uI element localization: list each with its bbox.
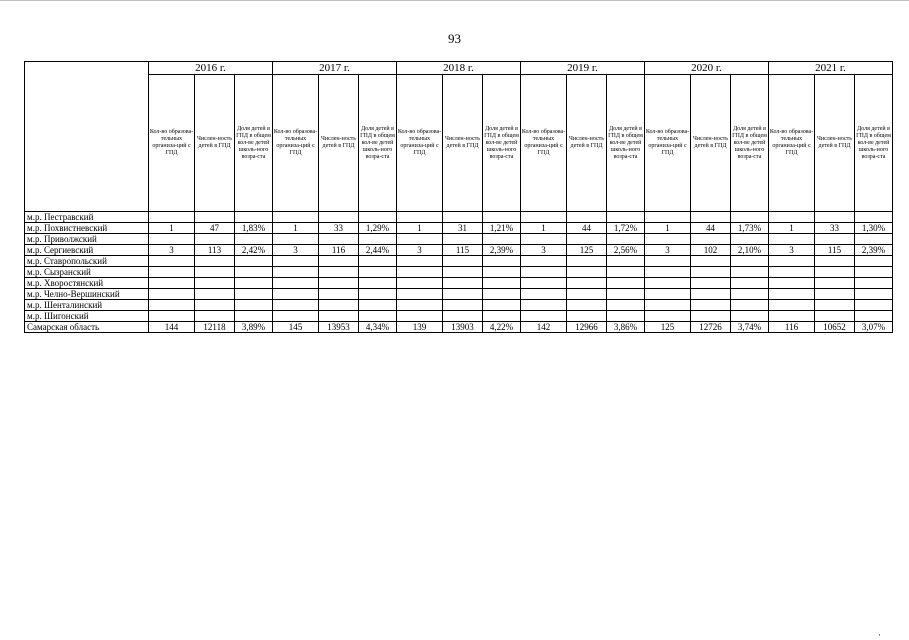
column-header-children-count: Числен-ность детей в ГПД (691, 75, 731, 212)
table-cell (769, 289, 815, 300)
table-cell (691, 234, 731, 245)
table-cell (273, 278, 319, 289)
table-cell (443, 311, 483, 322)
table-cell (815, 278, 855, 289)
table-cell (483, 300, 521, 311)
row-label: м.р. Похвистневский (25, 223, 149, 234)
table-cell (273, 289, 319, 300)
table-cell (815, 256, 855, 267)
table-cell (567, 256, 607, 267)
table-row (25, 212, 893, 223)
table-cell (567, 278, 607, 289)
column-header-org-count: Кол-во образова-тельных организа-ций с ГПД (769, 75, 815, 212)
table-cell: 3 (521, 245, 567, 256)
table-cell: 1 (149, 223, 195, 234)
table-cell (815, 289, 855, 300)
table-cell: 2,56% (607, 245, 645, 256)
table-cell (855, 267, 893, 278)
table-cell (195, 267, 235, 278)
table-cell (319, 289, 359, 300)
table-cell: 1 (769, 223, 815, 234)
table-cell: 1 (521, 223, 567, 234)
table-cell (235, 289, 273, 300)
table-cell (195, 256, 235, 267)
table-cell: 1 (397, 223, 443, 234)
table-cell (319, 267, 359, 278)
table-cell (645, 212, 691, 223)
table-cell (319, 234, 359, 245)
table-cell (483, 278, 521, 289)
table-cell (815, 212, 855, 223)
table-cell (235, 256, 273, 267)
table-cell (397, 234, 443, 245)
table-cell (235, 311, 273, 322)
table-cell: 3 (397, 245, 443, 256)
table-cell (645, 278, 691, 289)
table-cell: 115 (443, 245, 483, 256)
table-cell (359, 256, 397, 267)
row-label: м.р. Шигонский (25, 311, 149, 322)
table-cell (149, 234, 195, 245)
column-header-share: Доля детей в ГПД в общем кол-ве детей школь-ного возра-ста (235, 75, 273, 212)
table-cell (769, 300, 815, 311)
table-cell (645, 311, 691, 322)
table-cell (607, 300, 645, 311)
column-header-share: Доля детей в ГПД в общем кол-ве детей школь-ного возра-ста (483, 75, 521, 212)
column-header-share: Доля детей в ГПД в общем кол-ве детей школь-ного возра-ста (731, 75, 769, 212)
table-cell (607, 256, 645, 267)
table-cell (319, 278, 359, 289)
table-cell: 1,83% (235, 223, 273, 234)
table-cell: 102 (691, 245, 731, 256)
table-cell (691, 300, 731, 311)
table-cell (769, 212, 815, 223)
table-cell (149, 289, 195, 300)
table-cell (691, 256, 731, 267)
table-cell (319, 311, 359, 322)
table-cell (397, 212, 443, 223)
table-cell (359, 300, 397, 311)
table-row (25, 300, 893, 311)
table-cell (607, 278, 645, 289)
table-cell (521, 267, 567, 278)
table-cell (521, 289, 567, 300)
table-cell (319, 256, 359, 267)
table-cell: 47 (195, 223, 235, 234)
table-cell (483, 289, 521, 300)
year-header: 2016 г. (149, 62, 273, 75)
year-header-row (25, 62, 893, 75)
table-cell (815, 234, 855, 245)
row-label: Самарская область (25, 322, 149, 333)
table-cell (645, 256, 691, 267)
row-label: м.р. Челно-Вершинский (25, 289, 149, 300)
table-cell (195, 234, 235, 245)
table-cell (769, 256, 815, 267)
table-cell (645, 300, 691, 311)
table-cell: 1,30% (855, 223, 893, 234)
table-cell: 12118 (195, 322, 235, 333)
table-cell: 13953 (319, 322, 359, 333)
year-header: 2020 г. (645, 62, 769, 75)
table-cell (397, 267, 443, 278)
table-cell (815, 267, 855, 278)
table-cell (235, 300, 273, 311)
table-cell (149, 256, 195, 267)
table-cell: 3 (273, 245, 319, 256)
table-cell (855, 278, 893, 289)
table-cell: 2,10% (731, 245, 769, 256)
table-cell: 1,73% (731, 223, 769, 234)
table-cell: 142 (521, 322, 567, 333)
column-header-children-count: Числен-ность детей в ГПД (815, 75, 855, 212)
table-cell (443, 278, 483, 289)
scan-mark: · (878, 630, 881, 640)
table-cell: 10652 (815, 322, 855, 333)
table-cell: 2,42% (235, 245, 273, 256)
table-cell (567, 212, 607, 223)
table-cell (607, 311, 645, 322)
table-cell: 44 (691, 223, 731, 234)
table-cell (273, 234, 319, 245)
column-header-share: Доля детей в ГПД в общем кол-ве детей школь-ного возра-ста (607, 75, 645, 212)
table-cell (567, 300, 607, 311)
table-cell: 116 (769, 322, 815, 333)
table-cell: 33 (815, 223, 855, 234)
table-cell (567, 311, 607, 322)
table-cell (359, 212, 397, 223)
table-cell: 144 (149, 322, 195, 333)
table-cell (319, 300, 359, 311)
table-cell (359, 234, 397, 245)
page-number: 93 (448, 31, 461, 46)
table-cell (273, 212, 319, 223)
table-cell: 31 (443, 223, 483, 234)
table-cell (235, 212, 273, 223)
table-cell: 2,39% (855, 245, 893, 256)
table-cell (195, 212, 235, 223)
column-header-org-count: Кол-во образова-тельных организа-ций с ГПД (521, 75, 567, 212)
row-label: м.р. Шенталинский (25, 300, 149, 311)
table-cell (521, 311, 567, 322)
table-cell (273, 311, 319, 322)
table-cell (855, 289, 893, 300)
row-label: м.р. Сергиевский (25, 245, 149, 256)
table-cell: 1,29% (359, 223, 397, 234)
table-cell (691, 311, 731, 322)
table-cell (149, 267, 195, 278)
column-header-children-count: Числен-ность детей в ГПД (443, 75, 483, 212)
table-cell: 113 (195, 245, 235, 256)
table-cell: 2,39% (483, 245, 521, 256)
table-cell (483, 212, 521, 223)
table-cell (443, 267, 483, 278)
table-cell: 1,21% (483, 223, 521, 234)
table-cell (195, 300, 235, 311)
table-cell (273, 256, 319, 267)
table-cell (731, 289, 769, 300)
column-header-share: Доля детей в ГПД в общем кол-ве детей школь-ного возра-ста (855, 75, 893, 212)
table-cell (443, 289, 483, 300)
table-cell (397, 278, 443, 289)
table-cell: 1,72% (607, 223, 645, 234)
table-cell (483, 256, 521, 267)
table-cell (645, 234, 691, 245)
table-cell (149, 212, 195, 223)
table-cell: 33 (319, 223, 359, 234)
table-cell: 115 (815, 245, 855, 256)
table-cell (769, 267, 815, 278)
table-cell (567, 267, 607, 278)
table-cell (235, 278, 273, 289)
table-cell (731, 311, 769, 322)
column-header-org-count: Кол-во образова-тельных организа-ций с ГПД (397, 75, 443, 212)
table-cell: 12966 (567, 322, 607, 333)
table-cell (521, 300, 567, 311)
row-label: м.р. Сызранский (25, 267, 149, 278)
table-cell (769, 234, 815, 245)
table-row (25, 234, 893, 245)
table-cell (235, 234, 273, 245)
row-label: м.р. Пестравский (25, 212, 149, 223)
table-cell (731, 234, 769, 245)
table-row (25, 278, 893, 289)
table-cell (443, 212, 483, 223)
column-header-children-count: Числен-ность детей в ГПД (319, 75, 359, 212)
row-label: м.р. Приволжский (25, 234, 149, 245)
table-cell (607, 267, 645, 278)
table-row (25, 267, 893, 278)
table-cell (691, 278, 731, 289)
table-cell (443, 234, 483, 245)
table-cell: 139 (397, 322, 443, 333)
table-cell (815, 300, 855, 311)
table-cell (521, 256, 567, 267)
table-cell (521, 212, 567, 223)
statistics-table (24, 61, 893, 333)
table-cell (319, 212, 359, 223)
table-cell (769, 311, 815, 322)
table-cell (397, 311, 443, 322)
table-cell (769, 278, 815, 289)
table-row (25, 289, 893, 300)
table-cell (443, 300, 483, 311)
table-cell (149, 311, 195, 322)
table-cell: 3,07% (855, 322, 893, 333)
table-cell (645, 289, 691, 300)
table-cell (855, 300, 893, 311)
table-cell (567, 289, 607, 300)
table-cell: 4,22% (483, 322, 521, 333)
row-label: м.р. Хворостянский (25, 278, 149, 289)
table-cell (273, 300, 319, 311)
table-cell (731, 267, 769, 278)
table-cell (645, 267, 691, 278)
table-cell (483, 234, 521, 245)
table-cell (195, 278, 235, 289)
table-cell (855, 212, 893, 223)
column-header-children-count: Числен-ность детей в ГПД (567, 75, 607, 212)
year-header: 2018 г. (397, 62, 521, 75)
table-row (25, 322, 893, 333)
table-cell (607, 234, 645, 245)
top-rule (0, 0, 909, 1)
column-header-org-count: Кол-во образова-тельных организа-ций с ГПД (645, 75, 691, 212)
table-cell (483, 311, 521, 322)
row-label: м.р. Ставропольский (25, 256, 149, 267)
table-cell (691, 212, 731, 223)
table-cell: 3 (645, 245, 691, 256)
table-cell: 125 (567, 245, 607, 256)
table-cell (691, 267, 731, 278)
table-cell: 3 (149, 245, 195, 256)
table-cell (521, 234, 567, 245)
table-cell (195, 289, 235, 300)
table-cell (273, 267, 319, 278)
year-header: 2021 г. (769, 62, 893, 75)
table-row (25, 223, 893, 234)
year-header: 2019 г. (521, 62, 645, 75)
table-cell (731, 212, 769, 223)
table-cell: 44 (567, 223, 607, 234)
table-cell: 3,89% (235, 322, 273, 333)
table-cell (731, 300, 769, 311)
corner-cell (25, 62, 149, 212)
table-cell: 145 (273, 322, 319, 333)
table-cell (483, 267, 521, 278)
table-cell: 3,74% (731, 322, 769, 333)
table-cell (691, 289, 731, 300)
table-cell (731, 278, 769, 289)
table-cell: 1 (273, 223, 319, 234)
column-header-share: Доля детей в ГПД в общем кол-ве детей школь-ного возра-ста (359, 75, 397, 212)
table-cell: 125 (645, 322, 691, 333)
column-header-row (25, 75, 893, 212)
table-cell (397, 256, 443, 267)
column-header-org-count: Кол-во образова-тельных организа-ций с ГПД (273, 75, 319, 212)
table-cell (397, 289, 443, 300)
table-body (25, 212, 893, 333)
year-header: 2017 г. (273, 62, 397, 75)
table-cell (359, 289, 397, 300)
table-cell (607, 289, 645, 300)
table-cell (855, 256, 893, 267)
table-cell (359, 311, 397, 322)
table-cell: 3 (769, 245, 815, 256)
table-cell (149, 300, 195, 311)
table-cell (397, 300, 443, 311)
table-cell (607, 212, 645, 223)
table-cell (359, 267, 397, 278)
table-cell (815, 311, 855, 322)
column-header-children-count: Числен-ность детей в ГПД (195, 75, 235, 212)
table-cell (521, 278, 567, 289)
table-cell (235, 267, 273, 278)
table-cell: 116 (319, 245, 359, 256)
table-cell: 1 (645, 223, 691, 234)
table-cell (855, 311, 893, 322)
table-cell: 13903 (443, 322, 483, 333)
column-header-org-count: Кол-во образова-тельных организа-ций с ГПД (149, 75, 195, 212)
table-row (25, 245, 893, 256)
table-cell: 4,34% (359, 322, 397, 333)
table-cell (855, 234, 893, 245)
table-cell: 12726 (691, 322, 731, 333)
table-cell (359, 278, 397, 289)
table-row (25, 256, 893, 267)
table-cell (731, 256, 769, 267)
table-cell: 3,86% (607, 322, 645, 333)
table-cell (195, 311, 235, 322)
table-cell (567, 234, 607, 245)
table-cell (149, 278, 195, 289)
table-cell: 2,44% (359, 245, 397, 256)
table-cell (443, 256, 483, 267)
table-row (25, 311, 893, 322)
